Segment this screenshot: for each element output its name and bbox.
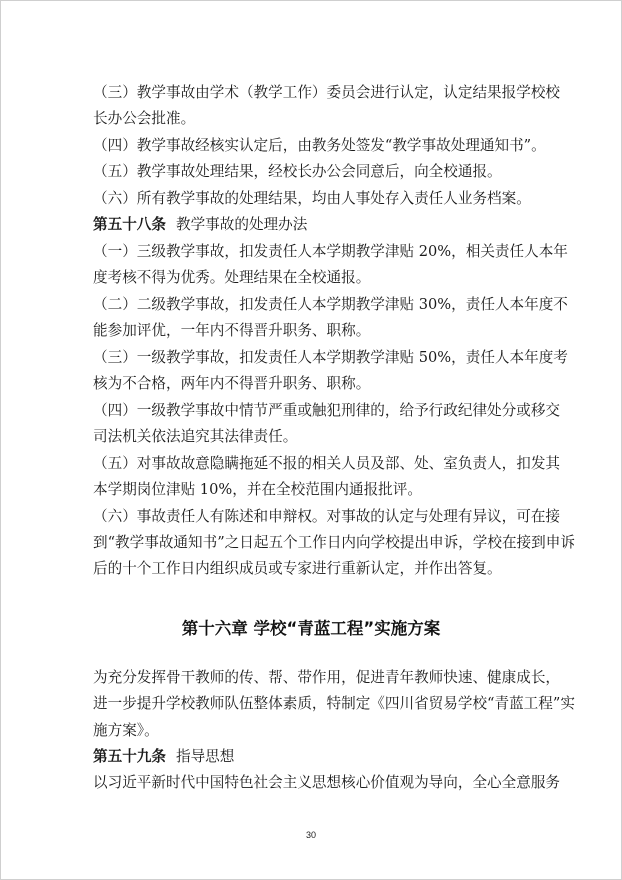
article58-item2-line1: （二）二级教学事故，扣发责任人本学期教学津贴 30%，责任人本年度不 <box>93 296 568 313</box>
section57-item5: （五）教学事故处理结果，经校长办公会同意后，向全校通报。 <box>93 163 502 180</box>
article58-item2-line2: 能参加评优，一年内不得晋升职务、职称。 <box>93 322 371 339</box>
section57-item3-line2: 长办公会批准。 <box>93 110 196 127</box>
article58-item4-line2: 司法机关依法追究其法律责任。 <box>93 428 298 445</box>
chapter16-intro-line3: 施方案》。 <box>93 722 159 739</box>
chapter16-intro-line1: 为充分发挥骨干教师的传、帮、带作用，促进青年教师快速、健康成长， <box>93 669 561 686</box>
article59-title: 指导思想 <box>175 748 235 765</box>
article58-item1-line1: （一）三级教学事故，扣发责任人本学期教学津贴 20%，相关责任人本年 <box>93 243 568 260</box>
article58-heading <box>93 215 307 235</box>
article58-label: 第五十八条 <box>93 216 166 233</box>
article58-item4-line1: （四）一级教学事故中情节严重或触犯刑律的，给予行政纪律处分或移交 <box>93 402 561 419</box>
section57-item3-line1: （三）教学事故由学术（教学工作）委员会进行认定，认定结果报学校校 <box>93 84 561 101</box>
article58-title: 教学事故的处理办法 <box>175 216 308 233</box>
article58-item6-line3: 后的十个工作日内组织成员或专家进行重新认定，并作出答复。 <box>93 560 502 577</box>
article58-item6-line1: （六）事故责任人有陈述和申辩权。对事故的认定与处理有异议，可在接 <box>93 508 561 525</box>
article58-item1-line2: 度考核不得为优秀。处理结果在全校通报。 <box>93 269 371 286</box>
page-number: 30 <box>305 830 316 840</box>
article58-item6-line2: 到“教学事故通知书”之日起五个工作日内向学校提出申诉，学校在接到申诉 <box>93 534 575 551</box>
section57-item6: （六）所有教学事故的处理结果，均由人事处存入责任人业务档案。 <box>93 190 531 207</box>
article59-heading <box>93 747 234 767</box>
article58-item5-line2: 本学期岗位津贴 10%，并在全校范围内通报批评。 <box>93 481 422 498</box>
chapter16-title: 第十六章 学校“青蓝工程”实施方案 <box>181 619 441 638</box>
article59-body-line1: 以习近平新时代中国特色社会主义思想核心价值观为导向，全心全意服务 <box>93 774 561 791</box>
section57-item4: （四）教学事故经核实认定后，由教务处签发“教学事故处理通知书”。 <box>93 137 546 154</box>
chapter16-intro-line2: 进一步提升学校教师队伍整体素质，特制定《四川省贸易学校“青蓝工程”实 <box>93 695 575 712</box>
article58-item3-line1: （三）一级教学事故，扣发责任人本学期教学津贴 50%，责任人本年度考 <box>93 349 568 366</box>
article58-item5-line1: （五）对事故故意隐瞒拖延不报的相关人员及部、处、室负责人，扣发其 <box>93 455 561 472</box>
article58-item3-line2: 核为不合格，两年内不得晋升职务、职称。 <box>93 375 371 392</box>
article59-label: 第五十九条 <box>93 748 166 765</box>
